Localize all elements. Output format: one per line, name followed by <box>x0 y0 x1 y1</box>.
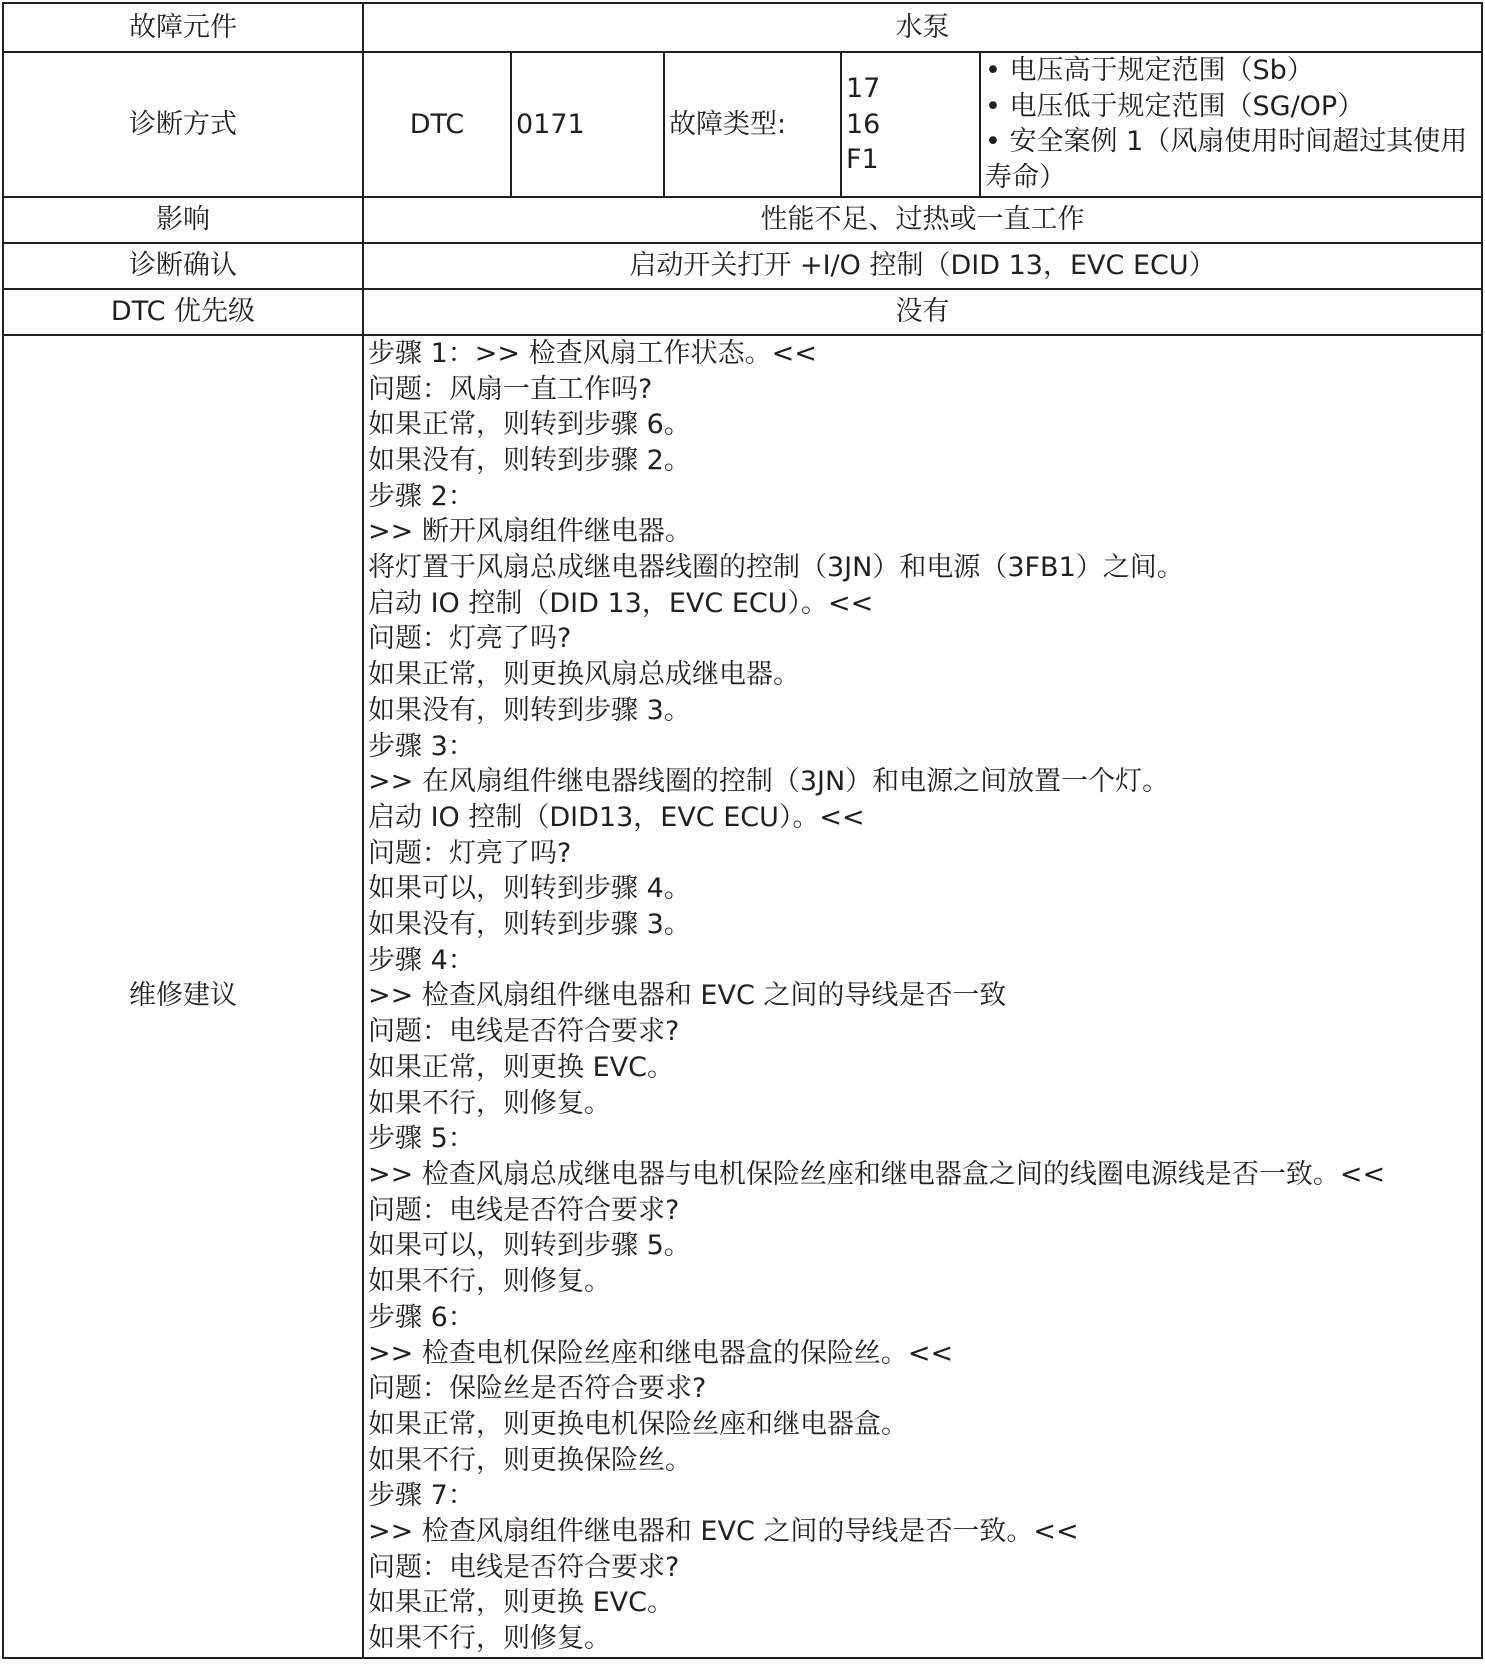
repair-step-line: 启动 IO 控制（DID13，EVC ECU）。<< <box>368 801 865 833</box>
repair-step-line: 如果不行，则修复。 <box>368 1266 611 1298</box>
fault-code: F1 <box>846 144 879 176</box>
fault-code: 16 <box>846 108 881 140</box>
component-row <box>3 3 1482 52</box>
repair-step-line: 如果正常，则更换电机保险丝座和继电器盒。 <box>368 1408 908 1440</box>
component-value: 水泵 <box>363 3 1482 52</box>
repair-step-line: 问题：电线是否符合要求? <box>368 1551 680 1583</box>
repair-step-line: >> 检查风扇总成继电器与电机保险丝座和继电器盒之间的线圈电源线是否一致。<< <box>368 1158 1386 1190</box>
component-label: 故障元件 <box>3 3 363 52</box>
priority-label: DTC 优先级 <box>3 289 363 335</box>
repair-step-line: >> 检查风扇组件继电器和 EVC 之间的导线是否一致 <box>368 980 1007 1012</box>
repair-step-line: 如果没有，则转到步骤 3。 <box>368 909 691 941</box>
repair-step-line: 步骤 3： <box>368 730 475 762</box>
priority-row <box>3 289 1482 335</box>
repair-step-line: 如果没有，则转到步骤 2。 <box>368 444 691 476</box>
repair-step-line: >> 检查风扇组件继电器和 EVC 之间的导线是否一致。<< <box>368 1516 1079 1548</box>
repair-step-line: 步骤 7： <box>368 1480 475 1512</box>
repair-steps <box>368 336 1477 1657</box>
repair-step-line: 问题：保险丝是否符合要求? <box>368 1373 707 1405</box>
fault-spec-table <box>2 2 1483 1659</box>
fault-spec-table-wrapper <box>2 2 1481 1659</box>
repair-step-line: 如果可以，则转到步骤 4。 <box>368 873 691 905</box>
repair-step-line: 如果正常，则更换 EVC。 <box>368 1587 674 1619</box>
fault-type-label: 故障类型: <box>664 52 841 197</box>
impact-value: 性能不足、过热或一直工作 <box>363 197 1482 243</box>
fault-code: 17 <box>846 72 881 104</box>
repair-step-line: 步骤 1：>> 检查风扇工作状态。<< <box>368 337 817 369</box>
fault-codes-cell <box>841 52 980 197</box>
diagnosis-code: 0171 <box>511 52 664 197</box>
repair-step-line: 如果正常，则转到步骤 6。 <box>368 409 691 441</box>
diagnosis-label: 诊断方式 <box>3 52 363 197</box>
repair-steps-cell <box>363 335 1482 1658</box>
repair-step-line: 如果正常，则更换风扇总成继电器。 <box>368 659 800 691</box>
repair-step-line: >> 断开风扇组件继电器。 <box>368 516 692 548</box>
confirmation-label: 诊断确认 <box>3 243 363 289</box>
repair-step-line: 启动 IO 控制（DID 13，EVC ECU）。<< <box>368 587 874 619</box>
repair-step-line: 步骤 2： <box>368 480 475 512</box>
diagnosis-row <box>3 52 1482 197</box>
repair-label: 维修建议 <box>3 335 363 1658</box>
confirmation-row <box>3 243 1482 289</box>
repair-step-line: 步骤 6： <box>368 1301 475 1333</box>
repair-step-line: >> 检查电机保险丝座和继电器盒的保险丝。<< <box>368 1337 954 1369</box>
repair-step-line: >> 在风扇组件继电器线圈的控制（3JN）和电源之间放置一个灯。 <box>368 766 1170 798</box>
repair-step-line: 将灯置于风扇总成继电器线圈的控制（3JN）和电源（3FB1）之间。 <box>368 552 1184 584</box>
fault-descriptions-cell <box>980 52 1482 197</box>
repair-step-line: 如果不行，则更换保险丝。 <box>368 1444 692 1476</box>
repair-step-line: 问题：灯亮了吗? <box>368 837 572 869</box>
repair-step-line: 如果不行，则修复。 <box>368 1623 611 1655</box>
repair-step-line: 问题：电线是否符合要求? <box>368 1016 680 1048</box>
repair-step-line: 问题：风扇一直工作吗? <box>368 373 653 405</box>
fault-description: • 电压高于规定范围（Sb） <box>985 55 1314 86</box>
repair-row <box>3 335 1482 1658</box>
impact-label: 影响 <box>3 197 363 243</box>
confirmation-value: 启动开关打开 +I/O 控制（DID 13，EVC ECU） <box>363 243 1482 289</box>
repair-step-line: 如果不行，则修复。 <box>368 1087 611 1119</box>
fault-description: • 电压低于规定范围（SG/OP） <box>985 90 1365 122</box>
impact-row <box>3 197 1482 243</box>
repair-step-line: 步骤 5： <box>368 1123 475 1155</box>
repair-step-line: 如果可以，则转到步骤 5。 <box>368 1230 691 1262</box>
repair-step-line: 问题：电线是否符合要求? <box>368 1194 680 1226</box>
repair-step-line: 如果没有，则转到步骤 3。 <box>368 694 691 726</box>
repair-step-line: 问题：灯亮了吗? <box>368 623 572 655</box>
repair-step-line: 步骤 4： <box>368 944 475 976</box>
fault-description: • 安全案例 1（风扇使用时间超过其使用寿命） <box>985 126 1468 194</box>
priority-value: 没有 <box>363 289 1482 335</box>
repair-step-line: 如果正常，则更换 EVC。 <box>368 1051 674 1083</box>
diagnosis-method: DTC <box>363 52 511 197</box>
